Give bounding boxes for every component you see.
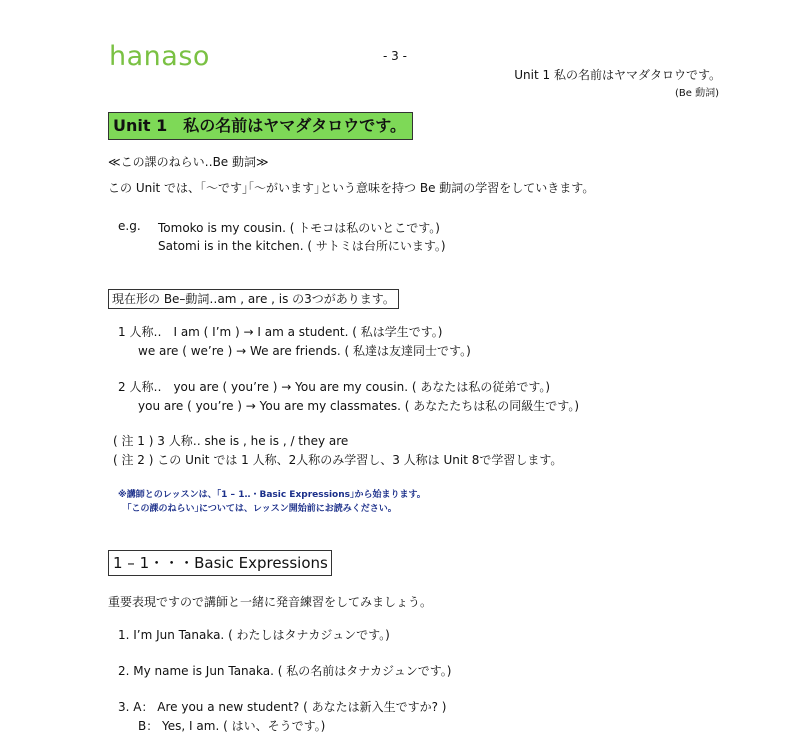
example-line-1: Tomoko is my cousin. ( トモコは私のいとこです。): [158, 221, 440, 235]
note-1: ( 注 1 ) 3 人称‥ she is , he is , / they are: [113, 434, 349, 448]
page-number: - 3 -: [383, 49, 407, 63]
second-person-line-2: you are ( you’re ) → You are my classmates. ( あなたたちは私の同級生です。): [138, 399, 580, 413]
unit-title: Unit 1 私の名前はヤマダタロウです。: [108, 112, 413, 140]
header-title: Unit 1 私の名前はヤマダタロウです。: [514, 68, 721, 82]
example-label: e.g.: [118, 219, 141, 233]
first-person-line-1: 1 人称‥ I am ( I’m ) → I am a student. ( 私は学生です。): [118, 325, 443, 339]
expression-1: 1. I’m Jun Tanaka. ( わたしはタナカジュンです。): [118, 628, 390, 642]
example-line-2: Satomi is in the kitchen. ( サトミは台所にいます。): [158, 239, 446, 253]
aim-heading: ≪この課のねらい‥Be 動詞≫: [108, 155, 269, 169]
note-2: ( 注 2 ) この Unit では 1 人称、2人称のみ学習し、3 人称は Unit 8で学習します。: [113, 453, 563, 467]
hanaso-logo: hanaso: [109, 41, 210, 72]
first-person-line-2: we are ( we’re ) → We are friends. ( 私達は友達同士です。): [138, 344, 471, 358]
expression-3a: 3. A： Are you a new student? ( あなたは新入生ですか? ): [118, 700, 447, 714]
present-tense-box: 現在形の Be–動詞‥am , are , is の3つがあります。: [108, 289, 399, 309]
header-subtitle: (Be 動詞): [675, 88, 719, 99]
teacher-note-line-2: ｢この課のねらい｣については、レッスン開始前にお読みください。: [127, 504, 397, 514]
section-intro: 重要表現ですので講師と一緒に発音練習をしてみましょう。: [108, 595, 433, 609]
section-title: 1 – 1・・・Basic Expressions: [108, 550, 332, 576]
aim-text: この Unit では、｢～です｣｢～がいます｣という意味を持つ Be 動詞の学習をしていきます。: [108, 181, 595, 195]
expression-3b: B： Yes, I am. ( はい、そうです。): [138, 719, 326, 733]
second-person-line-1: 2 人称‥ you are ( you’re ) → You are my cousin. ( あなたは私の従弟です。): [118, 380, 551, 394]
teacher-note-line-1: ※講師とのレッスンは、｢1 – 1‥・Basic Expressions｣から始まります。: [118, 490, 426, 500]
expression-2: 2. My name is Jun Tanaka. ( 私の名前はタナカジュンです。): [118, 664, 452, 678]
